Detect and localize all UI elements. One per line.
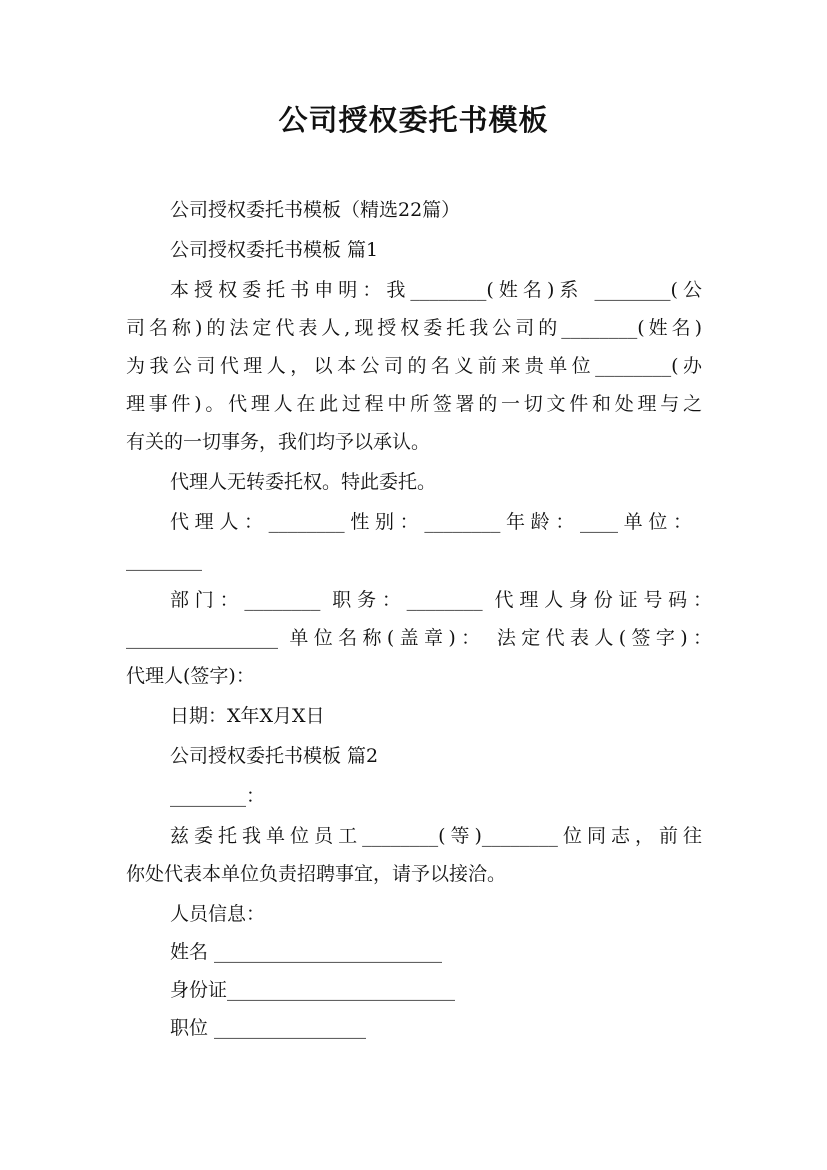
addressee-line: ________： <box>170 785 266 807</box>
form-line: ________________ 单位名称(盖章)： 法定代表人(签字)： <box>126 627 712 649</box>
form-line: 部门：________ 职务：________ 代理人身份证号码： <box>170 589 712 611</box>
paragraph-line: 为我公司代理人，以本公司的名义前来贵单位________(办 <box>126 355 702 377</box>
paragraph-line: 有关的一切事务，我们均予以承认。 <box>126 431 431 453</box>
info-line: 姓名 ________________________ <box>170 941 443 963</box>
section-heading-2: 公司授权委托书模板 篇2 <box>170 745 379 767</box>
info-line: 身份证________________________ <box>170 979 456 1001</box>
info-line: 职位 ________________ <box>170 1017 367 1039</box>
paragraph-line: 理事件)。代理人在此过程中所签署的一切文件和处理与之 <box>126 393 702 415</box>
info-heading: 人员信息： <box>170 903 266 925</box>
form-line: ________ <box>126 549 202 571</box>
paragraph-line: 兹委托我单位员工________(等)________位同志，前往 <box>170 825 702 847</box>
date-line: 日期：X年X月X日 <box>170 705 325 727</box>
subtitle-line: 公司授权委托书模板（精选22篇） <box>170 199 461 221</box>
paragraph-line: 本授权委托书申明：我________(姓名)系 ________(公 <box>170 279 702 301</box>
form-line: 代理人(签字)： <box>126 665 255 687</box>
section-heading-1: 公司授权委托书模板 篇1 <box>170 239 379 261</box>
paragraph-line: 你处代表本单位负责招聘事宜，请予以接洽。 <box>126 863 507 885</box>
paragraph-line: 代理人无转委托权。特此委托。 <box>170 471 437 493</box>
form-line: 代理人：________性别：________年龄：____单位： <box>170 511 692 533</box>
paragraph-line: 司名称)的法定代表人,现授权委托我公司的________(姓名) <box>126 317 702 339</box>
document-title: 公司授权委托书模板 <box>278 103 549 137</box>
